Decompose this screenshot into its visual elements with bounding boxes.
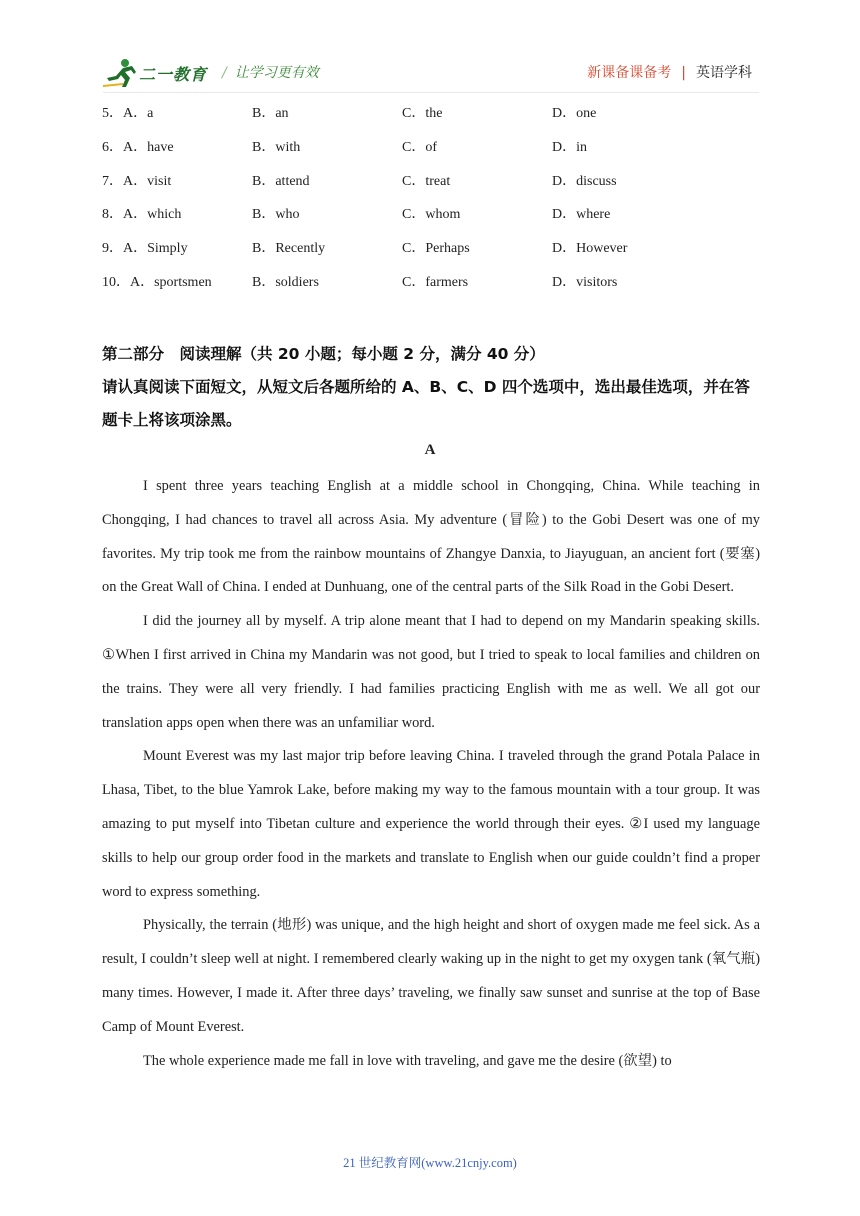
- passage-paragraph: The whole experience made me fall in love with traveling, and gave me the desire (欲望) to: [143, 1052, 672, 1069]
- option-c: C．of: [402, 139, 437, 155]
- passage-title: A: [424, 442, 436, 458]
- passage-paragraph: Physically, the terrain (地形) was unique, and the high height and short of oxygen made me feel sick. As a result, I couldn’t sleep well at night. I remembered clearly waking up in the night to get my oxygen tank (氧气瓶) many times. However, I made it. After three days’ traveling, we finally saw sunset and sunrise at the top of Base Camp of Mount Everest.: [102, 917, 760, 1035]
- option-row: [102, 273, 762, 307]
- option-a: 9．A．Simply: [102, 241, 188, 257]
- passage-paragraph: Mount Everest was my last major trip before leaving China. I traveled through the grand Potala Palace in Lhasa, Tibet, to the blue Yamrok Lake, before making my way to the famous mountain with a tour group. It was amazing to put myself into Tibetan culture and experience the world through their eyes. ②I used my language skills to help our group order food in the markets and translate to English when our guide couldn’t find a proper word to express something.: [102, 748, 760, 900]
- option-a: 10．A．sportsmen: [102, 274, 212, 290]
- exam-label: 新课备课备考: [587, 65, 672, 81]
- header-separator: |: [681, 65, 686, 81]
- option-row: [102, 205, 762, 239]
- option-d: D．discuss: [552, 173, 617, 189]
- option-c: C．treat: [402, 173, 451, 189]
- option-d: D．visitors: [552, 274, 618, 290]
- slogan: / 让学习更有效: [222, 65, 319, 81]
- option-d: D．in: [552, 139, 587, 155]
- passage-body: [102, 470, 760, 1078]
- reading-section: [102, 338, 762, 437]
- option-d: D．where: [552, 207, 611, 223]
- runner-logo-icon: [103, 58, 137, 88]
- option-d: D．one: [552, 106, 597, 121]
- answer-options-table: [102, 104, 762, 307]
- passage-paragraph: I spent three years teaching English at a middle school in Chongqing, China. While teaching in Chongqing, I had chances to travel all across Asia. My adventure (冒险) to the Gobi Desert was one of my favorites. My trip took me from the rainbow mountains of Zhangye Danxia, to Jiayuguan, an ancient fort (要塞) on the Great Wall of China. I ended at Dunhuang, one of the central parts of the Silk Road in the Gobi Desert.: [102, 478, 760, 596]
- option-a: 6．A．have: [102, 139, 174, 155]
- site-logo: [103, 58, 213, 88]
- option-a: 8．A．which: [102, 207, 182, 223]
- option-a: 7．A．visit: [102, 173, 172, 189]
- option-row: [102, 172, 762, 206]
- page-footer: 21 世纪教育网(www.21cnjy.com): [343, 1156, 517, 1170]
- option-b: B．with: [252, 139, 301, 155]
- option-b: B．an: [252, 106, 289, 121]
- page-header: [0, 0, 860, 100]
- option-c: C．the: [402, 106, 443, 121]
- option-row: [102, 239, 762, 273]
- option-b: B．Recently: [252, 241, 326, 257]
- section-instruction: 请认真阅读下面短文，从短文后各题所给的 A、B、C、D 四个选项中，选出最佳选项，并在答题卡上将该项涂黑。: [102, 378, 750, 429]
- option-b: B．who: [252, 207, 300, 223]
- header-right: [587, 62, 752, 82]
- option-b: B．soldiers: [252, 274, 319, 290]
- option-row: [102, 104, 762, 138]
- section-heading: 第二部分 阅读理解（共 20 小题；每小题 2 分，满分 40 分）: [102, 345, 545, 363]
- option-a: 5．A．a: [102, 106, 154, 121]
- slogan-text: 让学习更有效: [234, 65, 319, 81]
- header-divider: [103, 92, 759, 93]
- option-c: C．farmers: [402, 274, 469, 290]
- subject-label: 英语学科: [696, 65, 752, 81]
- option-row: [102, 138, 762, 172]
- option-b: B．attend: [252, 173, 310, 189]
- option-c: C．whom: [402, 207, 461, 223]
- option-d: D．However: [552, 241, 628, 257]
- passage-paragraph: I did the journey all by myself. A trip alone meant that I had to depend on my Mandarin speaking skills. ①When I first arrived in China my Mandarin was not good, but I tried to speak to local families and children on the trains. They were all very friendly. I had families practicing English with me as well. We all got our translation apps open when there was an unfamiliar word.: [102, 613, 760, 731]
- option-c: C．Perhaps: [402, 241, 470, 257]
- logo-text: 二一教育: [139, 65, 208, 84]
